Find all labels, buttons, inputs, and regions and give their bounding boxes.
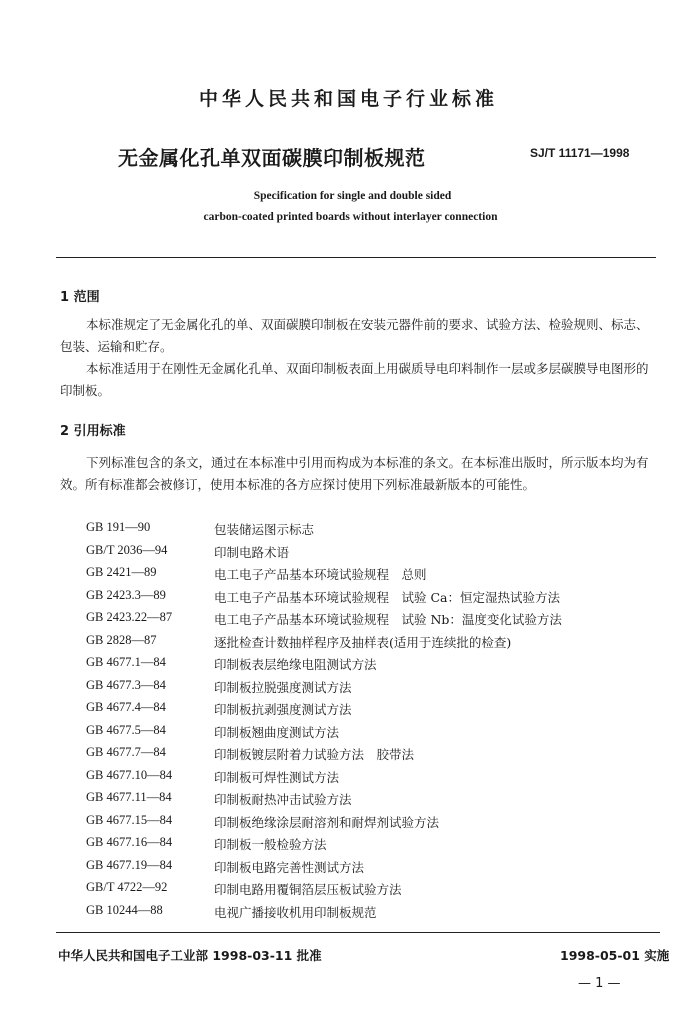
ref-title: 印制板可焊性测试方法 — [214, 769, 340, 785]
page-number: — 1 — — [578, 976, 621, 991]
ref-title: 电工电子产品基本环境试验规程 试验 Ca：恒定湿热试验方法 — [214, 589, 560, 605]
ref-title: 电工电子产品基本环境试验规程 总则 — [214, 567, 427, 582]
ref-code: GB 2423.3—89 — [86, 587, 166, 602]
ref-code: GB/T 2036—94 — [86, 542, 168, 557]
ref-code: GB 4677.19—84 — [86, 857, 173, 872]
ref-title: 印制板绝缘涂层耐溶剂和耐焊剂试验方法 — [214, 814, 440, 830]
ref-title: 印制电路术语 — [214, 544, 290, 560]
ref-code: GB 10244—88 — [86, 902, 163, 917]
ref-title: 电视广播接收机用印制板规范 — [214, 904, 377, 920]
section-2-heading: 2 引用标准 — [60, 424, 126, 439]
ref-code: GB 191—90 — [86, 520, 151, 534]
ref-title: 印制板翘曲度测试方法 — [214, 724, 340, 740]
ref-code: GB 2828—87 — [86, 632, 157, 647]
ref-code: GB 4677.3—84 — [86, 677, 166, 692]
ref-code: GB/T 4722—92 — [86, 880, 168, 894]
section-1-paragraph-2-text: 本标准适用于在刚性无金属化孔单、双面印制板表面上用碳质导电印料制作一层或多层碳膜导电图形的印制板。 — [60, 361, 649, 398]
english-title-line-1: Specification for single and double sided — [253, 190, 452, 202]
ref-code: GB 2423.22—87 — [86, 610, 173, 624]
ref-code: GB 2421—89 — [86, 565, 157, 579]
ref-code: GB 4677.1—84 — [86, 655, 166, 669]
ref-title: 印制板镀层附着力试验方法 胶带法 — [214, 747, 415, 762]
ref-title: 印制板一般检验方法 — [214, 837, 327, 852]
section-1-paragraph-2 — [60, 358, 660, 402]
effective-date: 1998-05-01 实施 — [560, 948, 670, 963]
ref-title: 印制板拉脱强度测试方法 — [214, 679, 352, 695]
ref-code: GB 4677.5—84 — [86, 722, 166, 737]
ref-code: GB 4677.15—84 — [86, 812, 173, 827]
ref-title: 印制板表层绝缘电阻测试方法 — [214, 657, 377, 672]
ref-code: GB 4677.10—84 — [86, 767, 173, 782]
ref-title: 印制板电路完善性测试方法 — [214, 859, 365, 875]
ref-title: 印制板耐热冲击试验方法 — [214, 792, 352, 807]
header-divider — [56, 257, 656, 258]
ref-code: GB 4677.4—84 — [86, 700, 166, 714]
ref-title: 印制板抗剥强度测试方法 — [214, 702, 352, 717]
section-2-paragraph-1-text: 下列标准包含的条文，通过在本标准中引用而构成为本标准的条文。在本标准出版时，所示版本均为有效。所有标准都会被修订，使用本标准的各方应探讨使用下列标准最新版本的可能性。 — [60, 455, 649, 492]
ref-title: 电工电子产品基本环境试验规程 试验 Nb：温度变化试验方法 — [214, 612, 562, 627]
section-1-paragraph-1-text: 本标准规定了无金属化孔的单、双面碳膜印制板在安装元器件前的要求、试验方法、检验规则、标志、包装、运输和贮存。 — [60, 317, 649, 354]
ref-title: 印制电路用覆铜箔层压板试验方法 — [214, 882, 402, 897]
footer-divider — [56, 932, 660, 933]
ref-code: GB 4677.16—84 — [86, 835, 173, 849]
english-title-line-2: carbon-coated printed boards without interlayer connection — [203, 211, 498, 223]
document-title: 无金属化孔单双面碳膜印制板规范 — [118, 146, 426, 170]
ref-code: GB 4677.7—84 — [86, 745, 166, 759]
standard-organization-heading: 中华人民共和国电子行业标准 — [198, 88, 498, 110]
ref-title: 包装储运图示标志 — [214, 522, 315, 537]
section-1-paragraph-1 — [60, 314, 660, 358]
standard-number: SJ/T 11171—1998 — [530, 146, 630, 160]
approval-statement: 中华人民共和国电子工业部 1998-03-11 批准 — [58, 948, 322, 963]
section-2-paragraph-1 — [60, 452, 660, 496]
ref-code: GB 4677.11—84 — [86, 790, 172, 804]
section-1-heading: 1 范围 — [60, 290, 100, 305]
ref-title: 逐批检查计数抽样程序及抽样表(适用于连续批的检查) — [214, 634, 512, 650]
